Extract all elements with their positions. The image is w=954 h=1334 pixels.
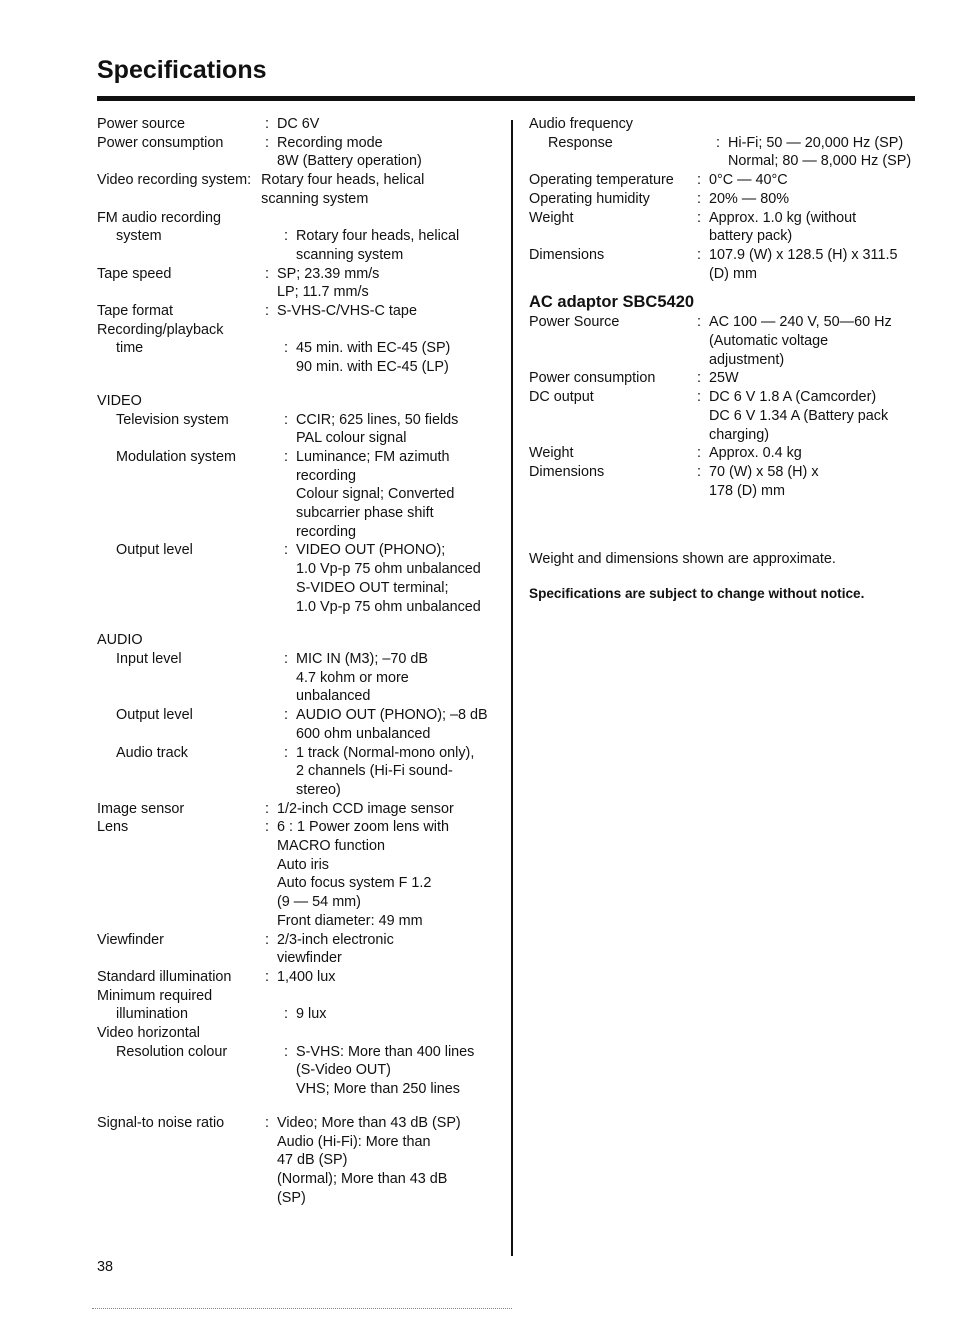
spec-value	[277, 1114, 497, 1208]
spec-value-line: MIC IN (M3); –70 dB	[296, 650, 428, 667]
spec-value	[709, 313, 919, 369]
spec-value	[709, 444, 919, 463]
spec-value	[709, 369, 919, 388]
spec-row	[97, 650, 497, 706]
spec-label: Power source	[97, 116, 185, 132]
spec-value	[709, 463, 919, 500]
spec-colon: :	[697, 370, 701, 387]
spec-value	[277, 302, 497, 321]
spec-value	[709, 190, 919, 209]
spec-colon: :	[284, 707, 288, 724]
spec-value-line: PAL colour signal	[296, 430, 407, 447]
spec-colon: :	[697, 445, 701, 462]
page-number: 38	[97, 1259, 114, 1275]
spec-value-line: SP; 23.39 mm/s	[277, 265, 380, 282]
spec-value-line: (Normal); More than 43 dB	[277, 1170, 448, 1187]
spec-value-line: 25W	[709, 370, 739, 387]
spec-label: Weight	[529, 445, 574, 462]
spec-row	[97, 1114, 497, 1208]
spec-colon: :	[284, 1043, 288, 1060]
spec-value-line: (9 — 54 mm)	[277, 894, 361, 911]
spec-value-line: 90 min. with EC-45 (LP)	[296, 359, 449, 376]
spec-row	[97, 134, 497, 171]
spec-colon: :	[265, 303, 269, 320]
spec-value-line: CCIR; 625 lines, 50 fields	[296, 411, 459, 428]
spec-value-line: VHS; More than 250 lines	[296, 1081, 460, 1098]
spec-row	[97, 706, 497, 743]
spec-row	[529, 171, 919, 190]
spec-gap	[97, 1099, 497, 1114]
spec-label: FM audio recording	[97, 209, 221, 226]
spec-value	[296, 448, 497, 542]
spec-label: Lens	[97, 819, 129, 836]
spec-value-line: Rotary four heads, helical	[296, 228, 460, 245]
spec-row	[97, 209, 497, 228]
spec-row	[97, 227, 497, 264]
spec-value	[296, 339, 497, 376]
approximate-note: Weight and dimensions shown are approximate.	[529, 551, 836, 568]
spec-row	[529, 190, 919, 209]
spec-row	[529, 369, 919, 388]
column-divider	[511, 120, 513, 1256]
spec-colon: :	[284, 228, 288, 245]
spec-label: Output level	[116, 707, 193, 724]
spec-label: Recording/playback	[97, 321, 224, 338]
spec-value	[296, 706, 497, 743]
spec-value	[277, 115, 497, 134]
spec-colon: :	[697, 190, 701, 207]
spec-value	[277, 968, 497, 987]
spec-value-line: Hi-Fi; 50 — 20,000 Hz (SP)	[728, 134, 904, 151]
spec-value-line: AC 100 — 240 V, 50—60 Hz	[709, 314, 892, 331]
spec-colon: :	[284, 1006, 288, 1023]
spec-label: Viewfinder	[97, 931, 164, 948]
spec-colon: :	[284, 340, 288, 357]
spec-colon: :	[284, 744, 288, 761]
spec-row	[529, 115, 919, 134]
spec-row	[529, 246, 919, 283]
spec-value-line: adjustment)	[709, 351, 785, 368]
spec-label: Minimum required	[97, 987, 213, 1004]
spec-label: Weight	[529, 209, 574, 226]
spec-value-line: recording	[296, 523, 356, 540]
spec-value	[709, 209, 919, 246]
spec-value	[277, 265, 497, 302]
spec-value-line: 1.0 Vp-p 75 ohm unbalanced	[296, 598, 481, 615]
spec-label: Video recording system	[97, 172, 248, 189]
spec-label: system	[116, 228, 162, 245]
spec-value-line: Auto focus system F 1.2	[277, 875, 432, 892]
spec-value-line: 178 (D) mm	[709, 482, 785, 499]
spec-value-line: AUDIO OUT (PHONO); –8 dB	[296, 707, 488, 724]
spec-colon: :	[697, 314, 701, 331]
spec-value-line: 1/2-inch CCD image sensor	[277, 800, 454, 817]
spec-label: Tape speed	[97, 265, 172, 282]
spec-value-line: stereo)	[296, 781, 341, 798]
spec-colon: :	[265, 116, 269, 132]
spec-label: Audio track	[116, 744, 188, 761]
spec-row	[529, 444, 919, 463]
spec-row	[529, 209, 919, 246]
spec-value-line: Colour signal; Converted	[296, 486, 455, 503]
spec-value	[296, 541, 497, 616]
scan-artifact	[92, 1308, 512, 1311]
spec-colon: :	[697, 246, 701, 263]
spec-value-line: unbalanced	[296, 688, 371, 705]
spec-value-line: S-VHS-C/VHS-C tape	[277, 303, 417, 320]
spec-value	[261, 171, 497, 208]
spec-value	[709, 388, 919, 444]
ac-adaptor-heading: AC adaptor SBC5420	[529, 293, 695, 312]
spec-row	[97, 541, 497, 616]
spec-label: Response	[548, 134, 613, 151]
spec-value-line: 6 : 1 Power zoom lens with	[277, 819, 449, 836]
spec-value	[277, 818, 497, 930]
spec-row	[529, 388, 919, 444]
spec-value	[296, 650, 497, 706]
spec-value-line: 1,400 lux	[277, 968, 336, 985]
spec-label: Modulation system	[116, 448, 236, 465]
spec-colon: :	[265, 819, 269, 836]
change-notice: Specifications are subject to change without notice.	[529, 586, 865, 602]
spec-row	[97, 339, 497, 376]
spec-value-line: subcarrier phase shift	[296, 505, 434, 522]
spec-label: Video horizontal	[97, 1025, 200, 1042]
spec-colon: :	[265, 931, 269, 948]
spec-colon: :	[284, 411, 288, 428]
spec-colon: :	[697, 389, 701, 406]
spec-value-line: 47 dB (SP)	[277, 1152, 348, 1169]
ac-adaptor-specs	[529, 313, 919, 500]
spec-label: Tape format	[97, 303, 173, 320]
spec-value-line: 1 track (Normal-mono only),	[296, 744, 475, 761]
spec-row	[97, 171, 497, 208]
spec-value-line: DC 6 V 1.34 A (Battery pack	[709, 407, 889, 424]
spec-gap	[97, 616, 497, 631]
spec-label: DC output	[529, 389, 594, 406]
spec-colon: :	[265, 1114, 269, 1131]
spec-value-line: S-VHS: More than 400 lines	[296, 1043, 475, 1060]
spec-row	[97, 1024, 497, 1043]
spec-value-line: (SP)	[277, 1189, 306, 1206]
spec-value-line: S-VIDEO OUT terminal;	[296, 579, 449, 596]
spec-value-line: (D) mm	[709, 265, 757, 282]
spec-value-line: MACRO function	[277, 838, 385, 855]
spec-value-line: scanning system	[261, 190, 369, 207]
page-title: Specifications	[97, 56, 267, 84]
spec-label: Image sensor	[97, 800, 185, 817]
spec-value-line: Approx. 0.4 kg	[709, 445, 802, 462]
spec-value	[709, 246, 919, 283]
spec-label: Power consumption	[97, 134, 224, 151]
spec-label: Audio frequency	[529, 116, 634, 132]
spec-value-line: Auto iris	[277, 856, 329, 873]
spec-label: VIDEO	[97, 392, 142, 409]
spec-value-line: Video; More than 43 dB (SP)	[277, 1114, 461, 1131]
spec-value	[296, 1043, 497, 1099]
spec-value	[277, 134, 497, 171]
spec-row	[97, 800, 497, 819]
spec-colon: :	[247, 172, 252, 189]
spec-value-line: 8W (Battery operation)	[277, 153, 422, 170]
spec-colon: :	[265, 265, 269, 282]
spec-label: Power consumption	[529, 370, 656, 387]
spec-row	[97, 931, 497, 968]
spec-row	[97, 115, 497, 134]
spec-label: Dimensions	[529, 246, 605, 263]
spec-value-line: DC 6 V 1.8 A (Camcorder)	[709, 389, 877, 406]
spec-value-line: charging)	[709, 426, 769, 443]
spec-value-line: Recording mode	[277, 134, 383, 151]
spec-value-line: 2/3-inch electronic	[277, 931, 394, 948]
spec-colon: :	[284, 650, 288, 667]
spec-value-line: (Automatic voltage	[709, 333, 829, 350]
spec-row	[97, 411, 497, 448]
spec-value	[277, 800, 497, 819]
spec-colon: :	[697, 209, 701, 226]
spec-value-line: (S-Video OUT)	[296, 1062, 391, 1079]
spec-row	[97, 631, 497, 650]
spec-row	[97, 1005, 497, 1024]
spec-label: time	[116, 340, 144, 357]
spec-value-line: 70 (W) x 58 (H) x	[709, 463, 819, 480]
spec-value-line: scanning system	[296, 246, 404, 263]
spec-value-line: recording	[296, 467, 356, 484]
spec-value-line: 107.9 (W) x 128.5 (H) x 311.5	[709, 246, 898, 263]
spec-row	[97, 987, 497, 1006]
spec-row	[529, 134, 919, 171]
spec-value	[296, 1005, 497, 1024]
spec-label: Television system	[116, 411, 229, 428]
spec-value-line: 600 ohm unbalanced	[296, 725, 431, 742]
spec-value-line: Luminance; FM azimuth	[296, 448, 450, 465]
spec-value-line: Rotary four heads, helical	[261, 172, 425, 189]
spec-label: Signal-to noise ratio	[97, 1114, 225, 1131]
spec-row	[529, 313, 919, 369]
spec-value	[277, 931, 497, 968]
spec-value-line: Normal; 80 — 8,000 Hz (SP)	[728, 153, 912, 170]
spec-value-line: 0°C — 40°C	[709, 172, 788, 189]
spec-value-line: 20% — 80%	[709, 190, 789, 207]
spec-row	[97, 1043, 497, 1099]
specs-left-column	[97, 115, 497, 1207]
spec-colon: :	[697, 172, 701, 189]
spec-value-line: battery pack)	[709, 228, 793, 245]
spec-row	[97, 392, 497, 411]
spec-label: AUDIO	[97, 632, 143, 649]
spec-label: Output level	[116, 542, 193, 559]
spec-colon: :	[716, 134, 720, 151]
spec-label: Standard illumination	[97, 968, 232, 985]
spec-value	[296, 411, 497, 448]
specs-right-column	[529, 115, 919, 604]
spec-value-line: 4.7 kohm or more	[296, 669, 409, 686]
spec-value-line: 2 channels (Hi-Fi sound-	[296, 763, 453, 780]
spec-row	[97, 302, 497, 321]
spec-label: Input level	[116, 650, 182, 667]
spec-row	[97, 818, 497, 930]
spec-gap	[97, 377, 497, 392]
spec-value-line: viewfinder	[277, 950, 342, 967]
spec-row	[529, 463, 919, 500]
title-rule	[97, 96, 915, 101]
spec-value-line: LP; 11.7 mm/s	[277, 284, 369, 301]
spec-row	[97, 265, 497, 302]
spec-label: Dimensions	[529, 463, 605, 480]
spec-label: Power Source	[529, 314, 620, 331]
spec-value	[728, 134, 919, 171]
spec-colon: :	[265, 800, 269, 817]
spec-row	[97, 448, 497, 542]
spec-row	[97, 744, 497, 800]
spec-value-line: VIDEO OUT (PHONO);	[296, 542, 446, 559]
spec-value	[296, 744, 497, 800]
spec-row	[97, 321, 497, 340]
spec-label: Operating temperature	[529, 172, 674, 189]
spec-value-line: Approx. 1.0 kg (without	[709, 209, 857, 226]
spec-value-line: 1.0 Vp-p 75 ohm unbalanced	[296, 561, 481, 578]
spec-colon: :	[284, 542, 288, 559]
spec-value-line: 9 lux	[296, 1006, 327, 1023]
camcorder-specs-continued	[529, 115, 919, 283]
spec-value-line: Front diameter: 49 mm	[277, 912, 423, 929]
spec-label: illumination	[116, 1006, 188, 1023]
spec-label: Operating humidity	[529, 190, 650, 207]
spec-value-line: Audio (Hi-Fi): More than	[277, 1133, 431, 1150]
spec-value-line: DC 6V	[277, 116, 320, 132]
spec-colon: :	[284, 448, 288, 465]
spec-colon: :	[265, 134, 269, 151]
spec-label: Resolution colour	[116, 1043, 228, 1060]
spec-row	[97, 968, 497, 987]
spec-value	[296, 227, 497, 264]
spec-colon: :	[265, 968, 269, 985]
spec-value	[709, 171, 919, 190]
spec-value-line: 45 min. with EC-45 (SP)	[296, 340, 451, 357]
spec-colon: :	[697, 463, 701, 480]
